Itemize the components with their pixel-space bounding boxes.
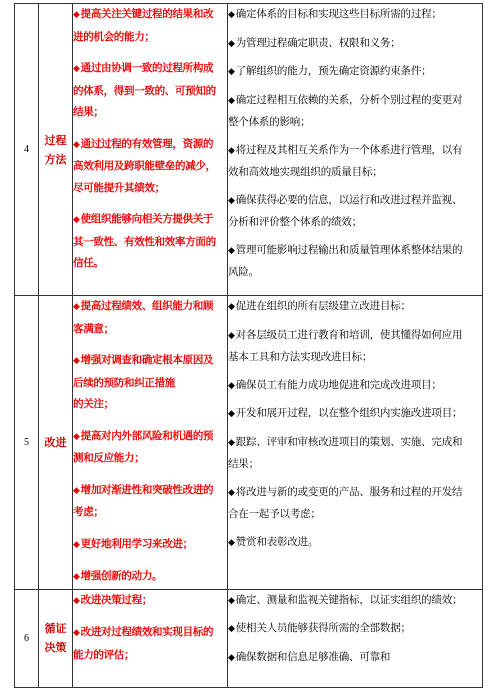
action-line [228,618,482,641]
benefit-line [73,590,227,613]
principles-table [14,3,483,688]
action-line [228,90,482,113]
benefit-line [73,81,227,103]
principle-name-line: 方法 [44,152,67,166]
benefit-line [73,480,227,503]
benefit-item [73,534,227,557]
action-text: 将改进与新的或变更的产品、服务和过程的开发结 [235,485,463,498]
benefit-text: 更好地利用学习来改进； [80,537,193,550]
action-line [228,4,482,27]
action-text: 确定、测量和监视关键指标，以证实组织的绩效； [235,593,463,606]
benefit-text: 结果； [73,106,104,118]
principle-name [39,4,73,296]
action-text: 效和高效地实现组织的质量目标； [228,166,383,178]
benefit-text: 通过由协调一致的过程所构成 [80,62,214,74]
actions-cell [228,296,483,590]
action-text: 使相关人员能够获得所需的全部数据； [235,622,411,634]
benefits-cell [73,296,228,590]
diamond-bullet-icon: ◆ [228,302,235,312]
benefit-gap [73,524,227,534]
benefit-item [73,296,227,340]
diamond-bullet-icon: ◆ [228,624,235,634]
benefit-item [73,622,227,666]
benefit-text: 其一致性、有效性和效率方面的 [73,235,216,248]
action-line [228,647,482,670]
benefit-text: 的体系，得到一致的、可预知的 [73,84,216,97]
benefit-text: 后续的预防和纠正措施 [73,376,175,389]
benefit-line [73,296,227,319]
benefit-item [73,209,227,275]
action-text: 风险。 [228,266,259,278]
benefit-text: 客满意； [73,322,114,335]
benefit-line [73,534,227,557]
benefit-item [73,58,227,124]
action-item [228,240,482,284]
action-item [228,33,482,56]
action-item [228,375,482,398]
benefit-line [73,134,227,157]
benefit-line [73,448,227,470]
action-item [228,90,482,134]
action-item [228,482,482,526]
action-text: 管理可能影响过程输出和质量管理体系整体结果的 [235,243,463,256]
action-item [228,4,482,27]
benefit-gap [73,124,227,134]
row-number: 4 [15,4,39,296]
benefit-item [73,426,227,470]
action-text: 基本工具和方法实现改进目标； [228,351,373,363]
diamond-bullet-icon: ◆ [228,145,235,156]
benefit-line [73,426,227,449]
action-line [228,432,482,455]
action-item [228,190,482,234]
benefit-text: 能力的评估； [73,648,135,661]
diamond-bullet-icon: ◆ [228,330,235,341]
action-line [228,325,482,348]
action-line [228,296,482,319]
action-line [228,504,482,526]
benefit-line [73,102,227,124]
action-line [228,140,482,163]
action-text: 合在一起予以考虑； [228,508,321,520]
action-text: 确保数据和信息足够准确、可靠和 [235,650,391,663]
diamond-bullet-icon: ◆ [73,139,80,150]
benefit-line [73,502,227,524]
benefit-line [73,178,227,200]
benefit-line [73,253,227,275]
action-item [228,140,482,184]
action-text: 确定过程相互依赖的关系，分析个别过程的变更对 [235,93,463,106]
benefit-line [73,4,227,27]
action-item [228,432,482,476]
action-line [228,590,482,613]
diamond-bullet-icon: ◆ [228,245,235,256]
diamond-bullet-icon: ◆ [228,67,235,77]
action-item [228,532,482,555]
benefit-line [73,27,227,49]
diamond-bullet-icon: ◆ [228,195,235,206]
action-text: 对各层级员工进行教育和培训，使其懂得如何应用 [235,328,463,341]
principle-name-line: 循证 [44,622,67,635]
action-text: 了解组织的能力，预先确定资源约束条件； [235,65,432,77]
benefit-text: 增加对渐进性和突破性改进的 [80,483,214,496]
action-text: 促进在组织的所有层级建立改进目标； [235,300,411,312]
benefit-line [73,622,227,645]
action-line [228,33,482,56]
action-text: 整个体系的影响； [228,116,311,128]
action-line [228,482,482,505]
actions-cell [228,589,483,687]
row-number: 6 [15,589,39,687]
diamond-bullet-icon: ◆ [73,628,80,638]
diamond-bullet-icon: ◆ [73,595,80,606]
diamond-bullet-icon: ◆ [228,38,235,49]
benefit-text: 尽可能提升其绩效； [73,181,165,194]
benefit-line [73,156,227,178]
action-item [228,647,482,670]
benefit-gap [73,340,227,350]
principle-name [39,589,73,687]
benefit-item [73,4,227,48]
benefit-text: 的关注； [73,398,114,410]
benefit-text: 考虑； [73,506,104,518]
action-item [228,618,482,641]
action-text: 将过程及其相互关系作为一个体系进行管理，以有 [235,143,463,156]
benefit-item [73,566,227,589]
benefit-text: 改进决策过程； [80,593,153,606]
benefit-line [73,373,227,395]
benefit-text: 信任。 [73,257,104,269]
principle-name-line: 过程 [44,133,67,147]
action-line [228,112,482,134]
benefits-cell [73,4,228,296]
action-item [228,61,482,84]
action-text: 为管理过程确定职责、权限和义务； [235,36,401,49]
action-text: 跟踪、评审和审核改进项目的策划、实施、完成和 [235,435,463,448]
benefit-text: 改进对过程绩效和实现目标的 [80,626,214,638]
action-text: 分析和评价整个体系的绩效； [228,216,362,228]
benefit-text: 测和反应能力； [73,452,145,464]
action-line [228,532,482,555]
diamond-bullet-icon: ◆ [228,487,235,498]
benefit-item [73,134,227,200]
diamond-bullet-icon: ◆ [228,409,235,419]
diamond-bullet-icon: ◆ [73,64,80,74]
diamond-bullet-icon: ◆ [73,485,80,496]
benefit-text: 高效利用及跨职能壁垒的减少， [73,160,216,172]
document-page [14,3,482,678]
benefit-text: 增强对调查和确定根本原因及 [80,354,214,366]
benefit-text: 增强创新的动力。 [80,570,163,582]
benefit-line [73,350,227,373]
action-line [228,61,482,84]
diamond-bullet-icon: ◆ [73,302,80,312]
benefit-text: 提高关注关键过程的结果和改 [80,8,214,20]
action-line [228,212,482,234]
diamond-bullet-icon: ◆ [73,356,80,366]
diamond-bullet-icon: ◆ [228,95,235,106]
action-item [228,403,482,426]
action-text: 结果； [228,458,259,470]
benefit-text: 提高对内外部风险和机遇的预 [80,429,214,442]
benefits-cell [73,589,228,687]
benefit-text: 使组织能够向相关方提供关于 [80,213,214,225]
action-line [228,454,482,476]
diamond-bullet-icon: ◆ [73,572,80,582]
benefit-gap [73,470,227,480]
action-line [228,262,482,284]
action-line [228,162,482,184]
diamond-bullet-icon: ◆ [228,537,235,548]
principle-name-line: 决策 [44,641,67,654]
diamond-bullet-icon: ◆ [228,437,235,448]
benefit-gap [73,612,227,622]
benefit-item [73,590,227,613]
diamond-bullet-icon: ◆ [73,431,80,442]
action-text: 开发和展开过程，以在整个组织内实施改进项目； [235,407,463,419]
diamond-bullet-icon: ◆ [228,380,235,391]
table-row [15,589,483,687]
diamond-bullet-icon: ◆ [228,10,235,20]
benefit-text: 进的机会的能力； [73,30,155,43]
benefit-line [73,209,227,232]
benefit-line [73,58,227,81]
diamond-bullet-icon: ◆ [73,539,80,550]
diamond-bullet-icon: ◆ [73,215,80,225]
action-text: 确保员工有能力成功地促进和完成改进项目； [235,378,442,391]
benefit-text: 提高过程绩效、组织能力和顾 [80,300,214,312]
benefit-gap [73,199,227,209]
action-text: 确定体系的目标和实现这些目标所需的过程； [235,8,442,20]
row-number: 5 [15,296,39,590]
action-line [228,190,482,213]
benefit-line [73,232,227,254]
diamond-bullet-icon: ◆ [228,652,235,663]
benefit-item [73,350,227,416]
actions-cell [228,4,483,296]
action-line [228,240,482,263]
benefit-gap [73,556,227,566]
action-line [228,403,482,426]
action-line [228,375,482,398]
action-item [228,325,482,369]
benefit-gap [73,48,227,58]
diamond-bullet-icon: ◆ [73,10,80,20]
benefit-line [73,319,227,341]
principle-name [39,296,73,590]
action-text: 赞赏和表彰改进。 [235,535,319,548]
benefit-line [73,645,227,667]
benefit-line [73,394,227,416]
action-line [228,347,482,369]
benefit-gap [73,416,227,426]
benefit-text: 通过过程的有效管理，资源的 [80,137,214,150]
action-item [228,296,482,319]
principle-name-line: 改进 [44,435,67,449]
benefit-line [73,566,227,589]
action-item [228,590,482,613]
table-row [15,4,483,296]
benefit-item [73,480,227,524]
action-text: 确保获得必要的信息，以运行和改进过程并监视、 [235,193,463,206]
table-row [15,296,483,590]
diamond-bullet-icon: ◆ [228,595,235,606]
